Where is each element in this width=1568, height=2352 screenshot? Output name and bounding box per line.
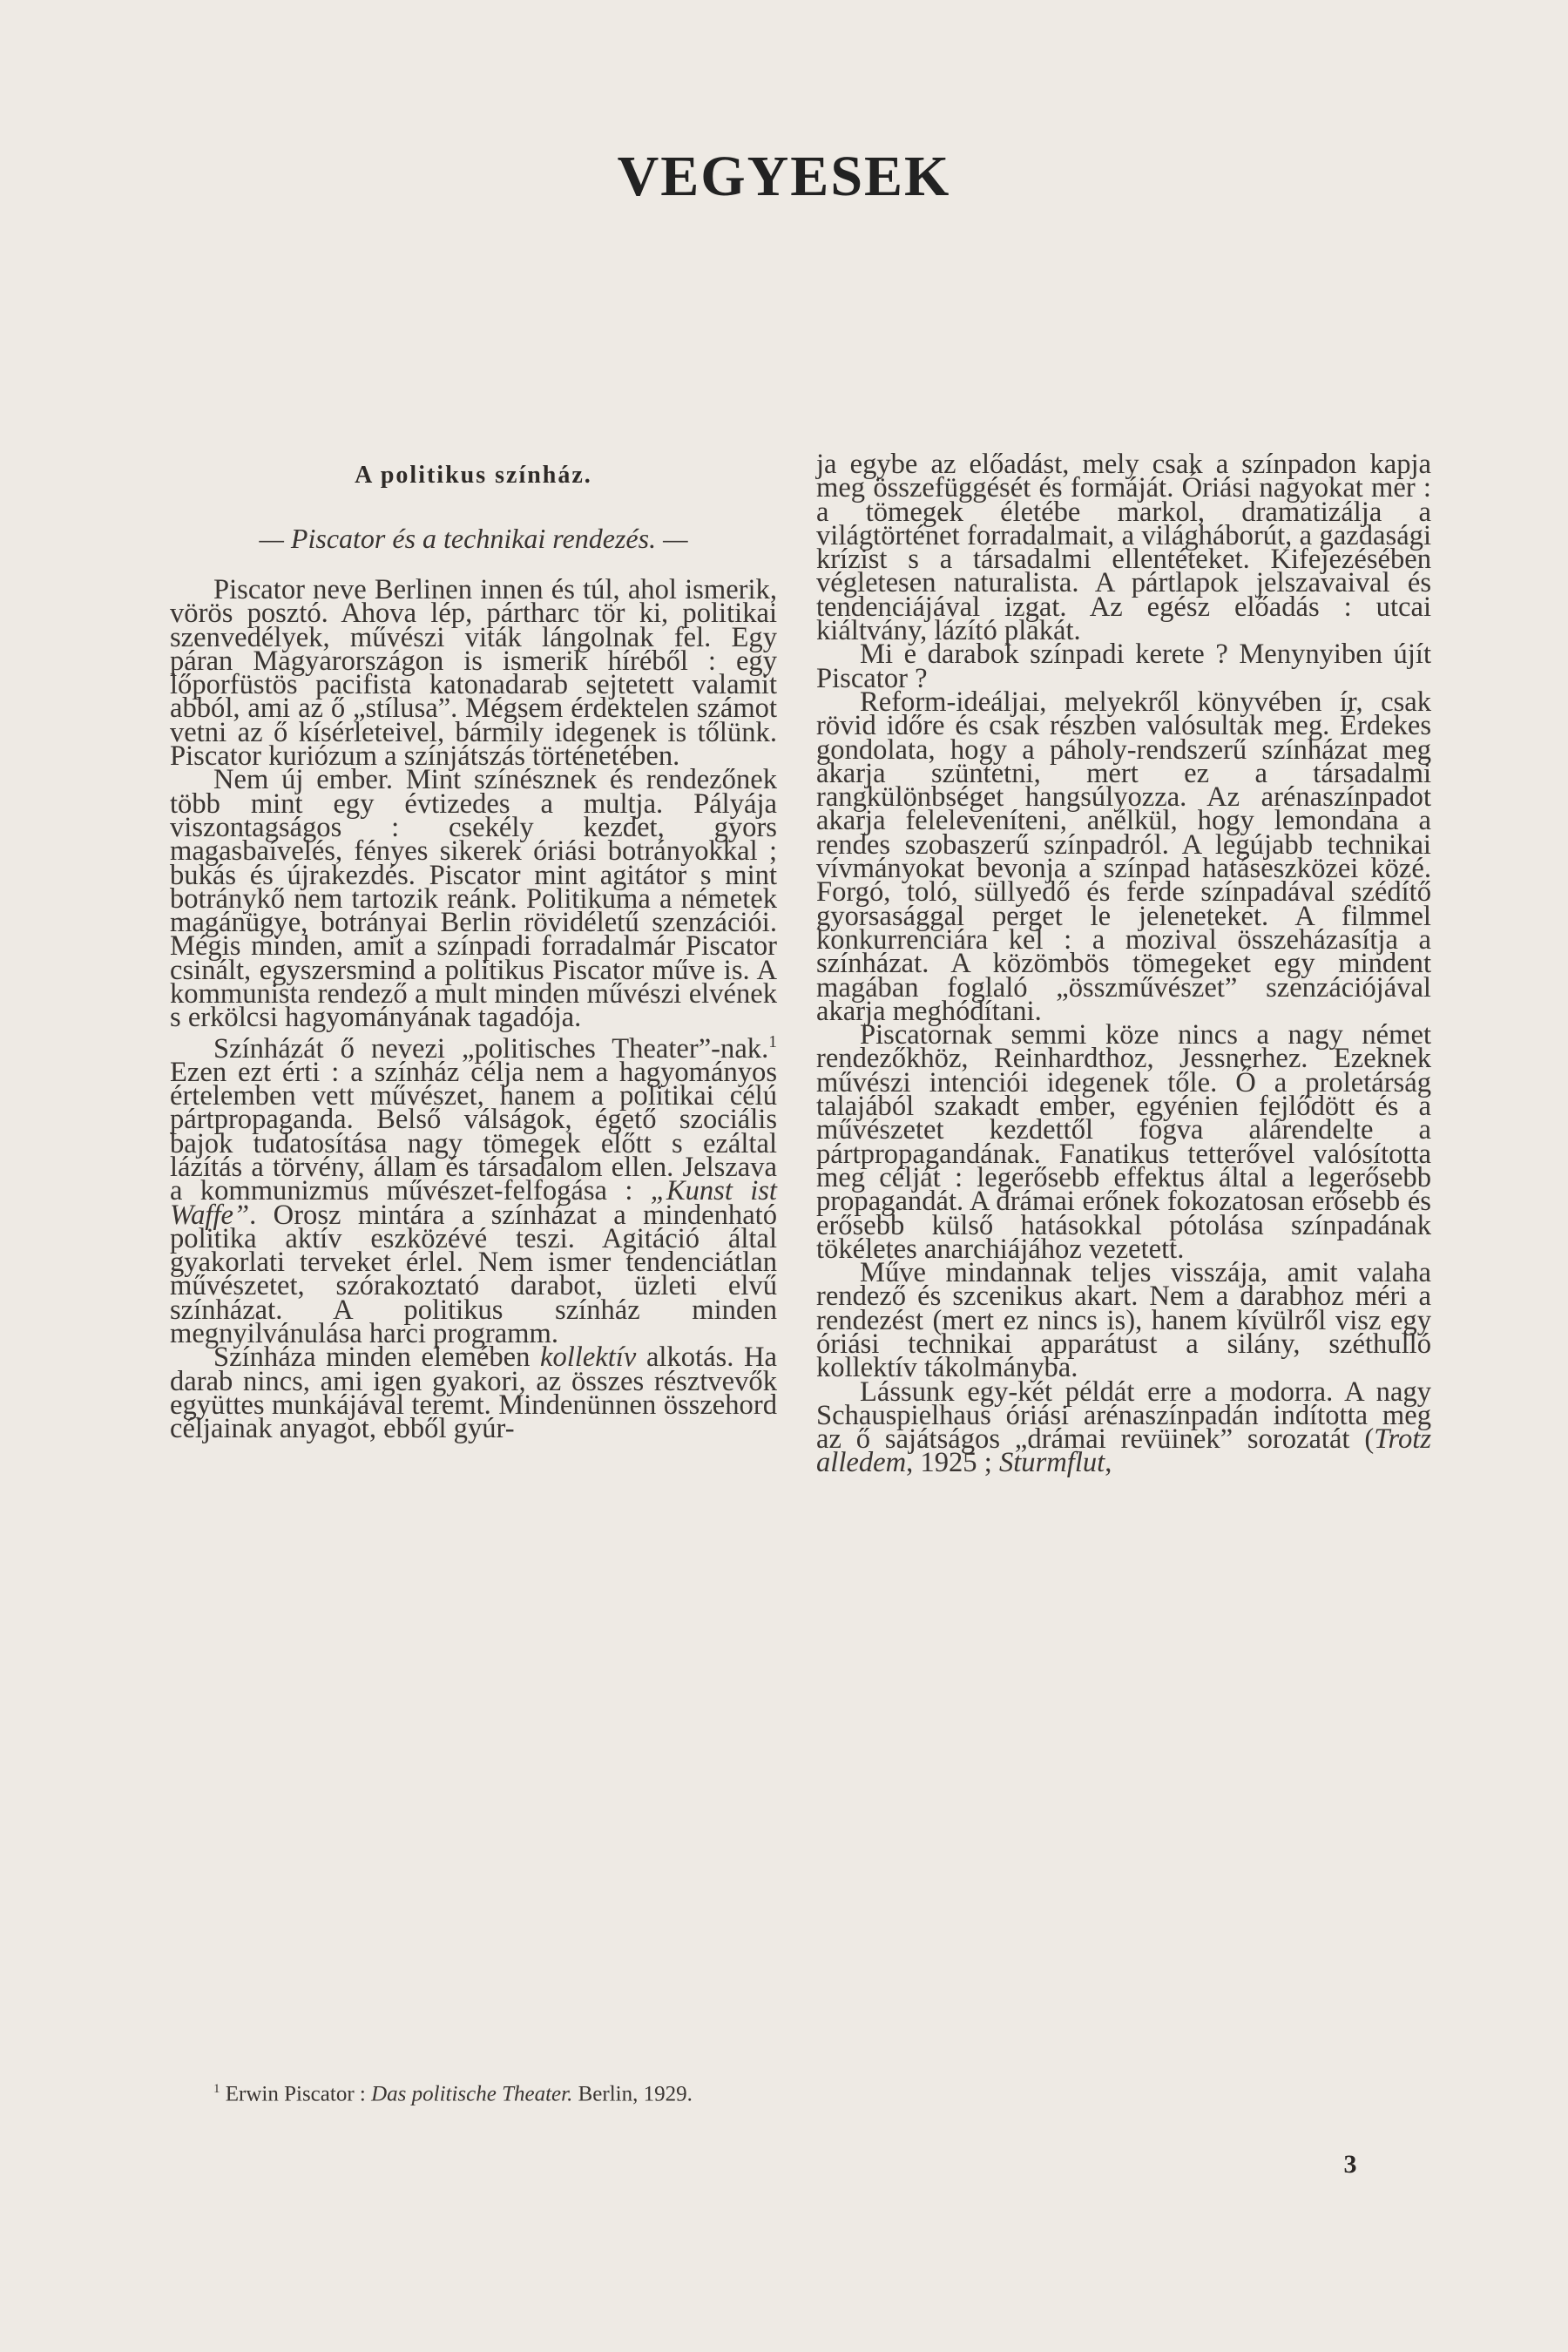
book-title: Das politische Theater. (371, 2082, 573, 2106)
footnote-text: Erwin Piscator : (220, 2082, 372, 2106)
paragraph-text: Lássunk egy-két példát erre a modorra. A nagy Schauspielhaus óriási arénaszínpadán indította meg az ő sajátságos „drámai revüinek” sorozatát ( (816, 1375, 1431, 1456)
footnote-number: 1 (213, 2082, 220, 2096)
left-column (170, 453, 777, 1445)
quoted-motto: „Kunst ist Waffe” (170, 1175, 777, 1231)
page-number: 3 (1343, 2150, 1357, 2179)
paragraph-text: alkotás. Ha darab nincs, ami igen gyakori, az összes résztvevők együttes munkájával teremt. Mindenünnen összehord céljainak anyagot, ebből gyúr- (170, 1342, 777, 1445)
paragraph-text: Színháza minden elemében (213, 1342, 540, 1374)
paragraph-text: , (1105, 1447, 1112, 1479)
play-title: Trotz alledem (816, 1423, 1431, 1479)
paragraph-text: Színházát ő nevezi „politisches Theater”-nak. (213, 1032, 769, 1064)
right-column (816, 449, 1431, 1479)
paragraph: Piscator neve Berlinen innen és túl, ahol ismerik, vörös posztó. Ahova lép, pártharc tör ki, politikai szenvedélyek, művészi viták lángolnak fel. Egy páran Magyarországon is ismerik híréből : egy lőporfüstös pacifista katonadarab sejtetett valamit abból, ami az ő „stílusa”. Mégsem érdektelen számot vetni az ő kísérleteivel, bármily idegenek is tőlünk. Piscator kuriózum a színjátszás történetében. (170, 574, 777, 773)
paragraph-text: Ezen ezt érti : a színház célja nem a hagyományos értelemben vett művészet, hanem a politikai célú pártpropaganda. Belső válságok, égető szociális bajok tudatosítása nagy tömegek előtt s ezáltal lázítás a törvény, állam és társadalom ellen. Jelszava a kommunizmus művészet-felfogása : (170, 1056, 777, 1207)
section-heading: VEGYESEK (617, 145, 951, 208)
paragraph (816, 1375, 1431, 1479)
paragraph (170, 1031, 777, 1350)
article-title: A politikus színház. (355, 462, 592, 489)
play-title: Sturmflut (998, 1447, 1105, 1479)
footnote-marker: 1 (768, 1032, 777, 1051)
footnote-text: Berlin, 1929. (572, 2082, 693, 2106)
paragraph: Reform-ideáljai, melyekről könyvében ír, csak rövid időre és csak részben valósultak meg. Érdekes gondolata, hogy a páholy-rendszerű színházat meg akarja szüntetni, mert ez a társadalmi rangkülönbséget hangsúlyozza. Az arénaszínpadot akarja feleleveníteni, anélkül, hogy lemondana a rendes szobaszerű színpadról. A legújabb technikai vívmányokat bevonja a színpad hatáseszközei közé. Forgó, toló, süllyedő és ferde színpadával szédítő gyorsasággal perget le jeleneteket. A filmmel konkurrenciára kel : a mozival összeházasítja a színházat. A közömbös tömegeket egy mindent magában foglaló „összművészet” szenzációjával akarja meghódítani. (816, 686, 1431, 1027)
paragraph-text: , 1925 ; (906, 1447, 999, 1479)
paragraph: Piscatornak semmi köze nincs a nagy német rendezőkhöz, Reinhardthoz, Jessnerhez. Ezeknek művészi intenciói idegenek tőle. Ő a proletárság talajából szakadt ember, egyénien fejlődött és a művészetet kezdettől fogva alárendelte a pártpropagandának. Fanatikus tetterővel valósította meg célját : legerősebb effektus által a legerősebb propagandát. A drámai erőnek fokozatosan erősebb és erősebb külső hatásokkal pótolása színpadának tökéletes anarchiájához vezetett. (816, 1019, 1431, 1265)
article-subtitle: — Piscator és a technikai rendezés. — (259, 523, 688, 554)
paragraph-text: . Orosz mintára a színházat a mindenható politika aktív eszközévé teszi. Agitáció által gyakorlati terveket érlel. Nem ismer tendenciátlan művészetet, szórakoztató darabot, üzleti elvű színházat. A politikus színház minden megnyilvánulása harci programm. (170, 1199, 777, 1350)
paragraph: Műve mindannak teljes visszája, amit valaha rendező és szcenikus akart. Nem a darabhoz méri a rendezést (mert ez nincs is), hanem kívülről visz egy óriási technikai apparátust a silány, széthulló kollektív tákolmányba. (816, 1257, 1431, 1384)
paragraph (170, 1342, 777, 1445)
paragraph: Nem új ember. Mint színésznek és rendezőnek több mint egy évtizedes a multja. Pályája viszontagságos : csekély kezdet, gyors magasbaívelés, fényes sikerek óriási botrányokkal ; bukás és újrakezdés. Piscator mint agitátor s mint botránykő nem tartozik reánk. Politikuma a németek magánügye, botrányai Berlin rövidéletű szenzációi. Mégis minden, amit a színpadi forradalmár Piscator csinált, egyszersmind a politikus Piscator műve is. A kommunista rendező a mult minden művészi elvének s erkölcsi hagyományának tagadója. (170, 764, 777, 1034)
paragraph: ja egybe az előadást, mely csak a színpadon kapja meg összefüggését és formáját. Óriási nagyokat mer : a tömegek életébe markol, dramatizálja a világtörténet forradalmait, a világháborút, a gazdasági krízist s a társadalmi ellentéteket. Kifejezésében végletesen naturalista. A pártlapok jelszavaival és tendenciájával izgat. Az egész előadás : utcai kiáltvány, lázító plakát. (816, 449, 1431, 647)
emphasis: kollektív (539, 1342, 637, 1374)
paragraph: Mi e darabok színpadi kerete ? Menynyiben újít Piscator ? (816, 639, 1431, 694)
footnote (170, 2078, 777, 2105)
